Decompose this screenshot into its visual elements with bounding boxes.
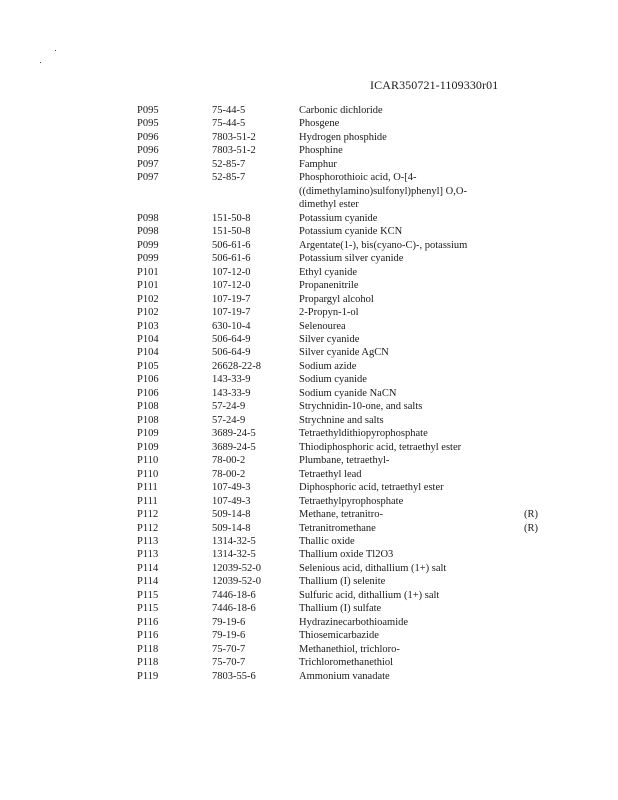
cas-number: 143-33-9 bbox=[212, 374, 251, 386]
chemical-name: Thallium (I) selenite bbox=[299, 576, 386, 588]
cas-number: 78-00-2 bbox=[212, 468, 246, 480]
cas-number: 509-14-8 bbox=[212, 522, 251, 534]
chemical-name: Sodium cyanide bbox=[299, 374, 367, 386]
waste-code: P109 bbox=[137, 441, 159, 453]
cas-number: 1314-32-5 bbox=[212, 549, 256, 561]
cas-number: 7803-55-6 bbox=[212, 670, 256, 682]
waste-code: P115 bbox=[137, 589, 159, 601]
cas-number: 52-85-7 bbox=[212, 172, 246, 184]
waste-code: P104 bbox=[137, 347, 159, 359]
chemical-name: Potassium cyanide bbox=[299, 212, 378, 224]
table-row bbox=[0, 266, 618, 279]
table-row bbox=[0, 495, 618, 508]
table-row bbox=[0, 535, 618, 548]
chemical-name: Trichloromethanethiol bbox=[299, 657, 394, 669]
table-row bbox=[0, 239, 618, 252]
chemical-name: Selenourea bbox=[299, 320, 346, 332]
waste-code: P101 bbox=[137, 280, 159, 292]
chemical-name: Phosphorothioic acid, O-[4- bbox=[299, 172, 417, 184]
waste-code: P114 bbox=[137, 562, 159, 574]
waste-code: P119 bbox=[137, 670, 159, 682]
chemical-name: Plumbane, tetraethyl- bbox=[299, 455, 390, 467]
cas-number: 506-64-9 bbox=[212, 347, 251, 359]
chemical-name: Ethyl cyanide bbox=[299, 266, 358, 278]
waste-code: P118 bbox=[137, 643, 159, 655]
waste-code: P116 bbox=[137, 630, 159, 642]
waste-code: P098 bbox=[137, 212, 159, 224]
waste-code: P098 bbox=[137, 226, 159, 238]
cas-number: 78-00-2 bbox=[212, 455, 246, 467]
chemical-name: Diphosphoric acid, tetraethyl ester bbox=[299, 482, 444, 494]
table-row bbox=[0, 185, 618, 198]
cas-number: 1314-32-5 bbox=[212, 536, 256, 547]
cas-number: 630-10-4 bbox=[212, 320, 251, 332]
chemical-name: Sulfuric acid, dithallium (1+) salt bbox=[299, 589, 440, 601]
table-row bbox=[0, 144, 618, 157]
cas-number: 506-64-9 bbox=[212, 333, 251, 345]
table-row bbox=[0, 454, 618, 467]
chemical-name: Silver cyanide bbox=[299, 333, 360, 345]
waste-code: P099 bbox=[137, 253, 159, 265]
table-row bbox=[0, 225, 618, 238]
waste-code: P097 bbox=[137, 172, 159, 184]
cas-number: 52-85-7 bbox=[212, 158, 246, 170]
waste-code: P110 bbox=[137, 468, 159, 480]
chemical-name: Thallium oxide Tl2O3 bbox=[299, 549, 394, 561]
chemical-name: Selenious acid, dithallium (1+) salt bbox=[299, 562, 447, 574]
chemical-name: Thiosemicarbazide bbox=[299, 630, 379, 642]
waste-code: P106 bbox=[137, 374, 159, 386]
table-row bbox=[0, 508, 618, 521]
cas-number: 7803-51-2 bbox=[212, 145, 256, 157]
reactivity-flag: (R) bbox=[524, 522, 538, 534]
cas-number: 75-44-5 bbox=[212, 105, 246, 116]
cas-number: 151-50-8 bbox=[212, 212, 251, 224]
cas-number: 79-19-6 bbox=[212, 630, 246, 642]
waste-code: P111 bbox=[137, 495, 158, 507]
chemical-name: Sodium cyanide NaCN bbox=[299, 387, 397, 399]
chemical-name: Phosphine bbox=[299, 145, 343, 157]
table-row bbox=[0, 468, 618, 481]
table-row bbox=[0, 279, 618, 292]
table-row bbox=[0, 212, 618, 225]
waste-code: P118 bbox=[137, 657, 159, 669]
scan-speck bbox=[55, 50, 56, 51]
table-row bbox=[0, 333, 618, 346]
chemical-name: Famphur bbox=[299, 158, 337, 170]
table-row bbox=[0, 306, 618, 319]
cas-number: 7446-18-6 bbox=[212, 589, 256, 601]
chemical-name: Thallic oxide bbox=[299, 536, 355, 547]
table-row bbox=[0, 602, 618, 615]
waste-code: P095 bbox=[137, 118, 159, 130]
waste-code: P095 bbox=[137, 105, 159, 116]
waste-code: P112 bbox=[137, 509, 159, 521]
chemical-name: Sodium azide bbox=[299, 360, 357, 372]
table-row bbox=[0, 656, 618, 669]
chemical-name: Ammonium vanadate bbox=[299, 670, 390, 682]
waste-code: P108 bbox=[137, 401, 159, 413]
table-row bbox=[0, 616, 618, 629]
table-row bbox=[0, 131, 618, 144]
cas-number: 3689-24-5 bbox=[212, 441, 256, 453]
waste-code: P101 bbox=[137, 266, 159, 278]
waste-code: P112 bbox=[137, 522, 159, 534]
table-row bbox=[0, 198, 618, 211]
table-row bbox=[0, 427, 618, 440]
chemical-name: Tetranitromethane bbox=[299, 522, 376, 534]
waste-code: P104 bbox=[137, 333, 159, 345]
table-row bbox=[0, 387, 618, 400]
cas-number: 509-14-8 bbox=[212, 509, 251, 521]
chemical-name: Methanethiol, trichloro- bbox=[299, 643, 400, 655]
cas-number: 79-19-6 bbox=[212, 616, 246, 628]
table-row bbox=[0, 562, 618, 575]
chemical-name: ((dimethylamino)sulfonyl)phenyl] O,O- bbox=[299, 185, 467, 197]
table-row bbox=[0, 293, 618, 306]
cas-number: 75-44-5 bbox=[212, 118, 246, 130]
cas-number: 12039-52-0 bbox=[212, 576, 261, 588]
waste-code: P096 bbox=[137, 131, 159, 143]
chemical-name: Carbonic dichloride bbox=[299, 105, 383, 116]
cas-number: 75-70-7 bbox=[212, 657, 246, 669]
waste-code: P102 bbox=[137, 293, 159, 305]
cas-number: 7803-51-2 bbox=[212, 131, 256, 143]
reactivity-flag: (R) bbox=[524, 509, 538, 521]
waste-code: P108 bbox=[137, 414, 159, 426]
chemical-name: Strychnidin-10-one, and salts bbox=[299, 401, 423, 413]
chemical-name: Strychnine and salts bbox=[299, 414, 384, 426]
cas-number: 506-61-6 bbox=[212, 253, 251, 265]
chemical-name: Thallium (I) sulfate bbox=[299, 603, 382, 615]
document-id: ICAR350721-1109330r01 bbox=[370, 78, 499, 92]
waste-code: P110 bbox=[137, 455, 159, 467]
waste-code: P116 bbox=[137, 616, 159, 628]
chemical-name: dimethyl ester bbox=[299, 199, 359, 211]
waste-code: P103 bbox=[137, 320, 159, 332]
scan-speck bbox=[40, 62, 41, 63]
table-row bbox=[0, 522, 618, 535]
table-row bbox=[0, 171, 618, 184]
waste-code-table bbox=[0, 104, 618, 683]
waste-code: P113 bbox=[137, 536, 159, 547]
chemical-name: Propargyl alcohol bbox=[299, 293, 374, 305]
waste-code: P106 bbox=[137, 387, 159, 399]
table-row bbox=[0, 360, 618, 373]
cas-number: 57-24-9 bbox=[212, 401, 246, 413]
cas-number: 75-70-7 bbox=[212, 643, 246, 655]
cas-number: 57-24-9 bbox=[212, 414, 246, 426]
chemical-name: Hydrazinecarbothioamide bbox=[299, 616, 409, 628]
cas-number: 107-49-3 bbox=[212, 495, 251, 507]
table-row bbox=[0, 548, 618, 561]
waste-code: P114 bbox=[137, 576, 159, 588]
cas-number: 7446-18-6 bbox=[212, 603, 256, 615]
chemical-name: Tetraethyldithiopyrophosphate bbox=[299, 428, 428, 440]
waste-code: P096 bbox=[137, 145, 159, 157]
chemical-name: Propanenitrile bbox=[299, 280, 359, 292]
table-row bbox=[0, 441, 618, 454]
waste-code: P099 bbox=[137, 239, 159, 251]
waste-code: P109 bbox=[137, 428, 159, 440]
waste-code: P113 bbox=[137, 549, 159, 561]
table-row bbox=[0, 589, 618, 602]
cas-number: 143-33-9 bbox=[212, 387, 251, 399]
table-row bbox=[0, 117, 618, 130]
cas-number: 107-49-3 bbox=[212, 482, 251, 494]
waste-code: P115 bbox=[137, 603, 159, 615]
chemical-name: Tetraethyl lead bbox=[299, 468, 362, 480]
table-row bbox=[0, 400, 618, 413]
chemical-name: Argentate(1-), bis(cyano-C)-, potassium bbox=[299, 239, 468, 251]
chemical-name: Tetraethylpyrophosphate bbox=[299, 495, 404, 507]
chemical-name: Potassium cyanide KCN bbox=[299, 226, 403, 238]
table-row bbox=[0, 481, 618, 494]
cas-number: 26628-22-8 bbox=[212, 360, 261, 372]
waste-code: P102 bbox=[137, 307, 159, 319]
waste-code: P097 bbox=[137, 158, 159, 170]
table-row bbox=[0, 575, 618, 588]
table-row bbox=[0, 158, 618, 171]
table-row bbox=[0, 670, 618, 683]
table-row bbox=[0, 414, 618, 427]
table-row bbox=[0, 320, 618, 333]
cas-number: 151-50-8 bbox=[212, 226, 251, 238]
cas-number: 506-61-6 bbox=[212, 239, 251, 251]
cas-number: 107-12-0 bbox=[212, 266, 251, 278]
table-row bbox=[0, 252, 618, 265]
table-row bbox=[0, 104, 618, 117]
cas-number: 12039-52-0 bbox=[212, 562, 261, 574]
waste-code: P111 bbox=[137, 482, 158, 494]
table-row bbox=[0, 643, 618, 656]
table-row bbox=[0, 629, 618, 642]
table-row bbox=[0, 346, 618, 359]
chemical-name: Phosgene bbox=[299, 118, 340, 130]
cas-number: 107-19-7 bbox=[212, 307, 251, 319]
table-row bbox=[0, 373, 618, 386]
chemical-name: Potassium silver cyanide bbox=[299, 253, 404, 265]
chemical-name: Methane, tetranitro- bbox=[299, 509, 383, 521]
chemical-name: Silver cyanide AgCN bbox=[299, 347, 389, 359]
cas-number: 3689-24-5 bbox=[212, 428, 256, 440]
waste-code: P105 bbox=[137, 360, 159, 372]
chemical-name: Hydrogen phosphide bbox=[299, 131, 387, 143]
cas-number: 107-12-0 bbox=[212, 280, 251, 292]
chemical-name: 2-Propyn-1-ol bbox=[299, 307, 359, 319]
cas-number: 107-19-7 bbox=[212, 293, 251, 305]
chemical-name: Thiodiphosphoric acid, tetraethyl ester bbox=[299, 441, 462, 453]
